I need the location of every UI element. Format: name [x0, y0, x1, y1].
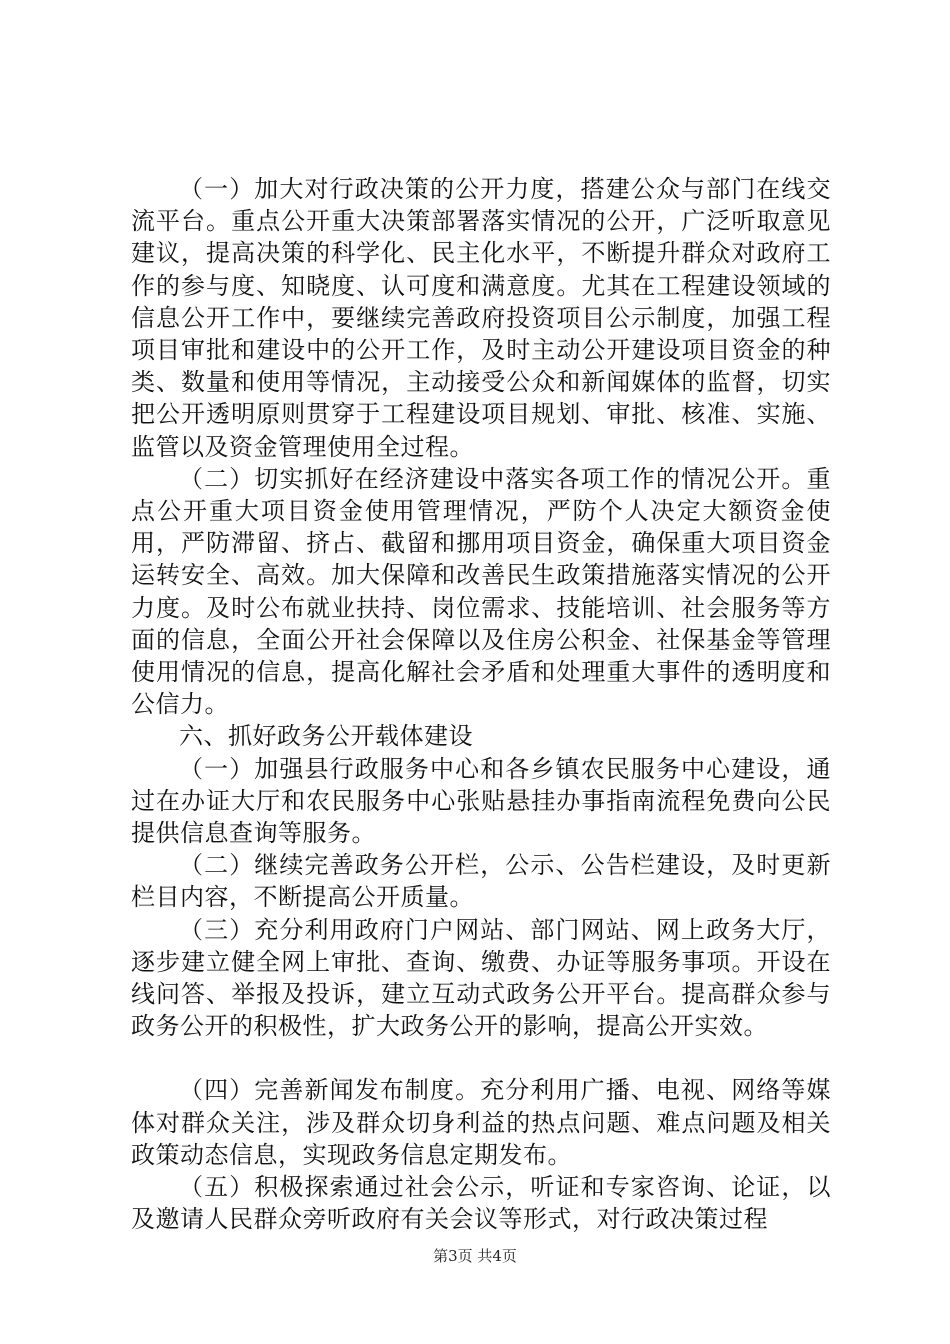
paragraph-press-release: （四）完善新闻发布制度。充分利用广播、电视、网络等媒体对群众关注，涉及群众切身利益的热点问题、难点问题及相关政策动态信息，实现政务信息定期发布。	[131, 1076, 831, 1169]
paragraph-spacer	[131, 1042, 831, 1074]
paragraph-government-website: （三）充分利用政府门户网站、部门网站、网上政务大厅，逐步建立健全网上审批、查询、缴费、办证等服务事项。开设在线问答、举报及投诉，建立互动式政务公开平台。提高群众参与政务公开的积极性，扩大政务公开的影响，提高公开实效。	[131, 915, 831, 1041]
paragraph-bulletin-board: （二）继续完善政务公开栏，公示、公告栏建设，及时更新栏目内容，不断提高公开质量。	[131, 851, 831, 912]
document-body	[131, 173, 831, 1236]
paragraph-service-center: （一）加强县行政服务中心和各乡镇农民服务中心建设，通过在办证大厅和农民服务中心张贴悬挂办事指南流程免费向公民提供信息查询等服务。	[131, 754, 831, 848]
section-heading-six: 六、抓好政务公开载体建设	[179, 722, 473, 751]
paragraph-decision-openness: （一）加大对行政决策的公开力度，搭建公众与部门在线交流平台。重点公开重大决策部署落实情况的公开，广泛听取意见建议，提高决策的科学化、民主化水平，不断提升群众对政府工作的参与度、知晓度、认可度和满意度。尤其在工程建设领域的信息公开工作中，要继续完善政府投资项目公示制度，加强工程项目审批和建设中的公开工作，及时主动公开建设项目资金的种类、数量和使用等情况，主动接受公众和新闻媒体的监督，切实把公开透明原则贯穿于工程建设项目规划、审批、核准、实施、监管以及资金管理使用全过程。	[131, 175, 831, 461]
paragraph-economic-openness: （二）切实抓好在经济建设中落实各项工作的情况公开。重点公开重大项目资金使用管理情况，严防个人决定大额资金使用，严防滞留、挤占、截留和挪用项目资金，确保重大项目资金运转安全、高效。加大保障和改善民生政策措施落实情况的公开力度。及时公布就业扶持、岗位需求、技能培训、社会服务等方面的信息，全面公开社会保障以及住房公积金、社保基金等管理使用情况的信息，提高化解社会矛盾和处理重大事件的透明度和公信力。	[131, 464, 831, 719]
paragraph-public-hearing: （五）积极探索通过社会公示，听证和专家咨询、论证，以及邀请人民群众旁听政府有关会议等形式，对行政决策过程	[131, 1173, 831, 1234]
page-number-footer: 第3页 共4页	[433, 1247, 517, 1265]
